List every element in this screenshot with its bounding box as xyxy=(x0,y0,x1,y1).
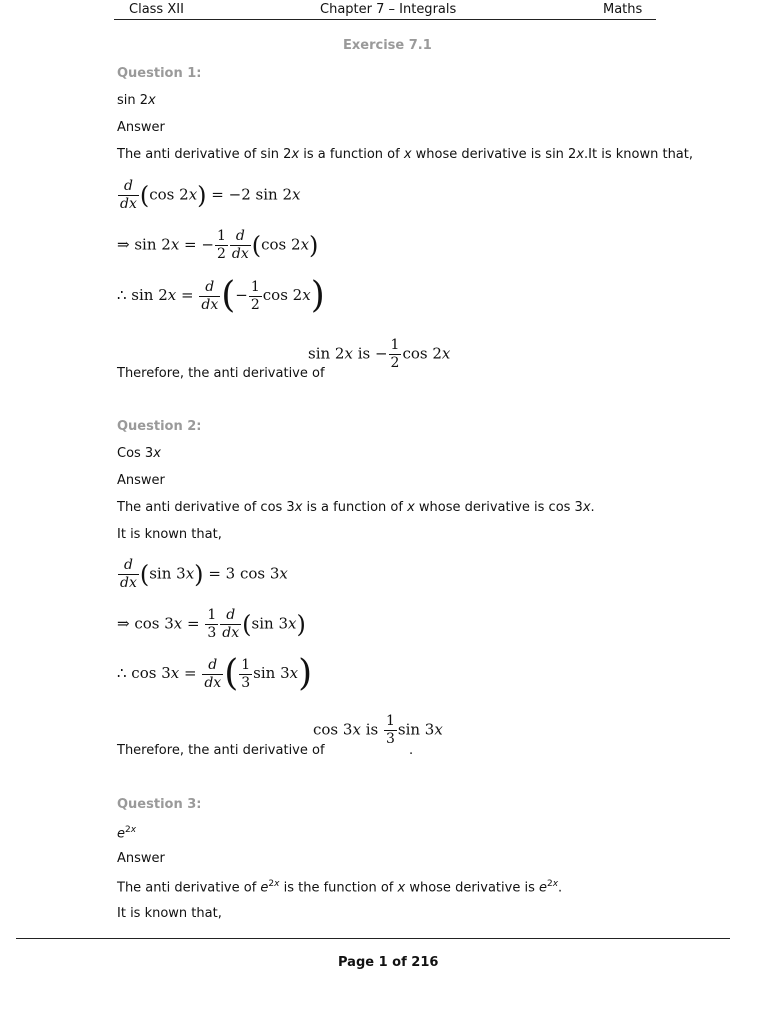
question-2-period: . xyxy=(409,743,414,758)
question-1-intro: The anti derivative of sin 2x is a function of x whose derivative is sin 2x.It is known that, xyxy=(117,147,694,162)
question-2-equation-3: ∴ cos 3x = $\frac{d}{dx}$ ( $\frac{1}{3}$ sin 3x) xyxy=(117,653,313,694)
question-3-label: Question 3: xyxy=(117,797,202,812)
question-1-problem: sin 2x xyxy=(117,93,156,108)
question-1-label: Question 1: xyxy=(117,66,202,81)
question-2-conclusion: Therefore, the anti derivative of xyxy=(117,743,325,758)
question-3-answer-label: Answer xyxy=(117,851,165,866)
question-2-known: It is known that, xyxy=(117,527,222,542)
header-rule xyxy=(114,19,656,20)
question-1-conclusion: Therefore, the anti derivative of xyxy=(117,366,325,381)
question-2-problem: Cos 3x xyxy=(117,446,161,461)
question-2-equation-1: $\frac{d}{dx}$ (sin 3x) = 3 cos 3x xyxy=(120,557,288,591)
header-subject: Maths xyxy=(603,2,643,17)
exercise-title: Exercise 7.1 xyxy=(343,38,432,53)
header-class: Class XII xyxy=(129,2,184,17)
question-1-answer-label: Answer xyxy=(117,120,165,135)
question-2-answer-label: Answer xyxy=(117,473,165,488)
page-number: Page 1 of 216 xyxy=(338,955,439,970)
question-2-equation-2: ⇒ cos 3x = $\frac{1}{3}$ $\frac{d}{dx}$ (sin 3x) xyxy=(117,607,306,641)
question-3-problem: $e^{2x}$ xyxy=(117,825,137,842)
question-1-equation-1: $\frac{d}{dx}$ (cos 2x) = −2 sin 2x xyxy=(120,178,301,212)
question-2-result: cos 3x is $\frac{1}{3}$ sin 3x xyxy=(313,713,443,747)
footer-rule xyxy=(16,938,730,939)
question-2-label: Question 2: xyxy=(117,419,202,434)
question-2-intro: The anti derivative of cos 3x is a function of x whose derivative is cos 3x. xyxy=(117,500,595,515)
header-chapter: Chapter 7 – Integrals xyxy=(320,2,457,17)
question-3-intro: The anti derivative of $e^{2x}$ is the function of x whose derivative is $e^{2x}$. xyxy=(117,879,563,896)
question-1-equation-3: ∴ sin 2x = $\frac{d}{dx}$ (− $\frac{1}{2}$ cos 2x) xyxy=(117,275,325,316)
question-3-known: It is known that, xyxy=(117,906,222,921)
question-1-result: sin 2x is − $\frac{1}{2}$ cos 2x xyxy=(308,337,451,371)
question-1-equation-2: ⇒ sin 2x = − $\frac{1}{2}$ $\frac{d}{dx}$ (cos 2x) xyxy=(117,228,319,262)
